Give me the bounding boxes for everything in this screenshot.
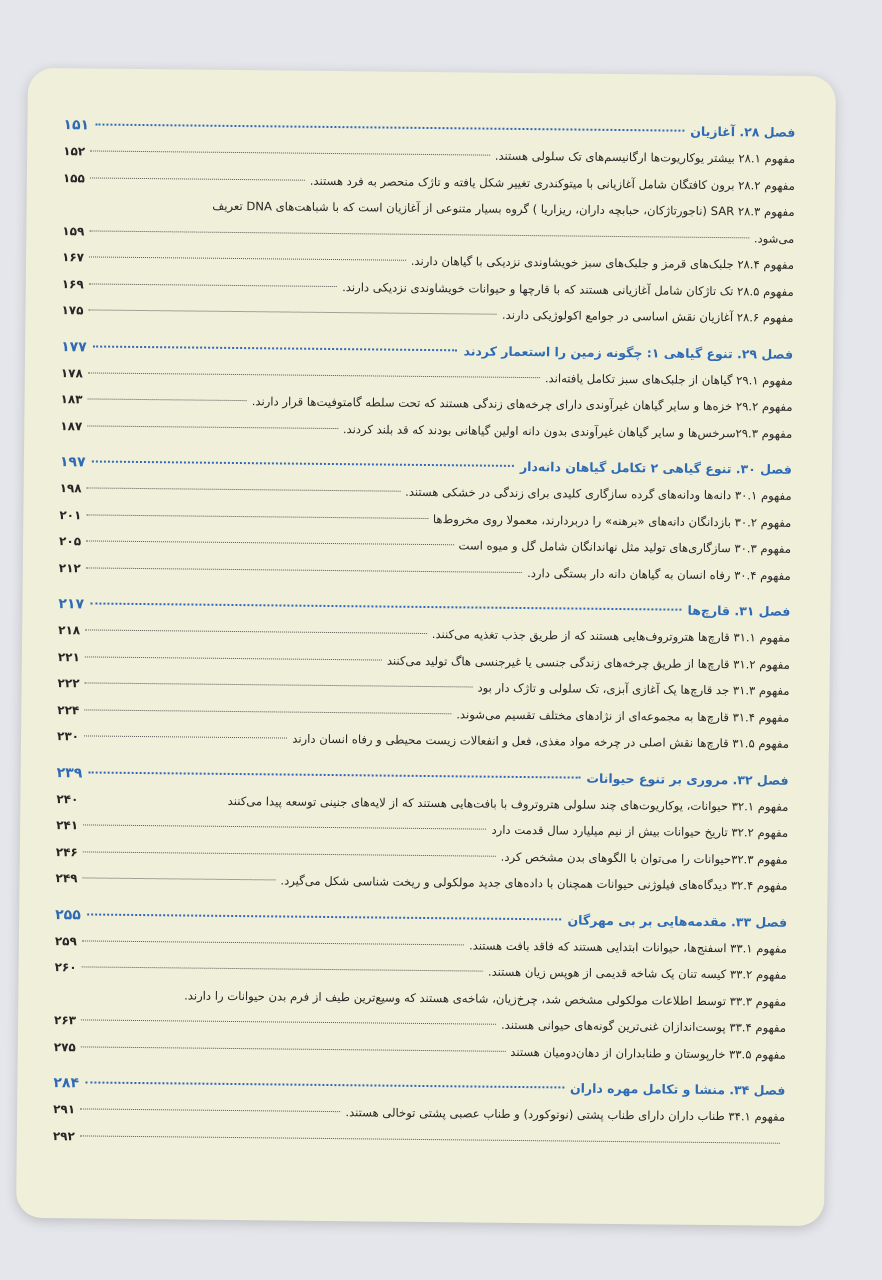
entry-page-number: ۱۵۹	[62, 223, 85, 238]
entry-text: مفهوم ۲۸.۱ بیشتر یوکاریوت‌ها ارگانیسم‌های تک سلولی هستند.	[494, 148, 796, 166]
dot-leader	[84, 709, 451, 714]
entry-text: مفهوم ۲۸.۳ SAR (ناجورتاژکان، حبابچه داران، ریزاریا ) گروه بسیار متنوعی از آغازیان است که با شباهت‌های DNA تعریف	[212, 198, 795, 219]
entry-page-number: ۲۷۵	[53, 1039, 76, 1054]
chapter-title: فصل ۳۰. تنوع گیاهی ۲ تکامل گیاهان دانه‌دار	[519, 458, 792, 477]
entry-page-number: ۱۸۳	[60, 392, 83, 407]
dot-leader	[82, 940, 464, 945]
entry-page-number: ۲۲۱	[57, 649, 80, 664]
dot-leader	[85, 629, 427, 634]
dot-leader	[85, 656, 382, 660]
entry-page-number: ۲۴۱	[56, 818, 79, 833]
entry-text: مفهوم ۲۹.۱ گیاهان از جلبک‌های سبز تکامل یافته‌اند.	[544, 370, 793, 388]
entry-text: مفهوم ۳۰.۱ دانه‌ها ودانه‌های گرده سازگاری کلیدی برای زندگی در خشکی هستند.	[405, 484, 792, 503]
dot-leader	[92, 460, 514, 466]
dot-leader	[83, 851, 496, 856]
dot-leader	[88, 309, 496, 314]
entry-text: مفهوم ۲۸.۲ برون کافتگان شامل آغازیانی با میتوکندری تغییر شکل یافته و تاژک منحصر به فرد هستند.	[309, 173, 795, 193]
dot-leader	[95, 124, 684, 132]
chapter-page-number: ۱۵۱	[63, 117, 90, 134]
chapter-30	[59, 449, 792, 589]
chapter-title: فصل ۳۲. مروری بر تنوع حیوانات	[586, 770, 789, 788]
entry-text: مفهوم ۳۰.۴ رفاه انسان به گیاهان دانه دار بستگی دارد.	[527, 565, 791, 583]
chapter-page-number: ۱۹۷	[59, 454, 86, 471]
dot-leader	[89, 230, 749, 238]
entry-text-continued: می‌شود.	[753, 230, 795, 246]
toc-entry[interactable]	[62, 191, 795, 252]
entry-page-number: ۲۰۱	[59, 507, 82, 522]
chapter-page-number: ۱۷۷	[61, 338, 87, 355]
chapter-page-number: ۲۵۵	[55, 906, 81, 923]
dot-leader	[88, 771, 580, 778]
entry-page-number: ۲۴۹	[55, 871, 78, 886]
dot-leader	[81, 1046, 506, 1051]
chapter-34	[53, 1070, 786, 1157]
dot-leader	[83, 877, 276, 880]
chapter-33	[54, 902, 788, 1068]
dot-leader	[80, 1108, 340, 1112]
entry-page-number: ۲۶۰	[54, 960, 77, 975]
entry-text: مفهوم ۲۹.۳سرخس‌ها و سایر گیاهان غیرآوندی بدون دانه اولین گیاهانی بودند که قد بلند کردند.	[342, 421, 793, 441]
dot-leader	[89, 283, 337, 287]
entry-text: مفهوم ۳۳.۲ کیسه تنان یک شاخه قدیمی از هوپس زیان هستند.	[487, 964, 787, 982]
chapter-title: فصل ۲۸. آغازیان	[690, 123, 796, 140]
entry-text: مفهوم ۳۴.۱ طناب داران دارای طناب پشتی (نوتوکورد) و طناب عصبی پشتی توخالی هستند.	[345, 1105, 786, 1124]
entry-text: مفهوم ۳۱.۲ قارچ‌ها از طریق چرخه‌های زندگی جنسی یا غیرجنسی هاگ تولید می‌کنند	[386, 653, 790, 672]
entry-page-number: ۲۱۸	[58, 623, 81, 638]
entry-text: مفهوم ۳۲.۲ تاریخ حیوانات بیش از نیم میلیارد سال قدمت دارد	[491, 822, 789, 840]
entry-page-number: ۲۶۳	[53, 1013, 77, 1028]
entry-text: مفهوم ۳۳.۱ اسفنج‌ها، حیوانات ابتدایی هستند که فاقد بافت هستند.	[468, 937, 787, 956]
entry-page-number: ۲۹۲	[52, 1128, 75, 1143]
chapter-title: فصل ۳۴. منشا و تکامل مهره داران	[569, 1080, 786, 1098]
entry-page-number: ۱۶۹	[61, 276, 84, 291]
entry-text: مفهوم ۳۱.۱ قارچ‌ها هتروتروف‌هایی هستند که از طریق جذب تغذیه می‌کنند.	[431, 627, 791, 645]
dot-leader	[87, 425, 338, 429]
entry-text: مفهوم ۳۳.۳ توسط اطلاعات مولکولی مشخص شد، چرخ‌زیان، شاخه‌ی هستند که وسیع‌ترین طیف از فرم بدن حیوانات را دارند.	[184, 987, 787, 1009]
entry-text: مفهوم ۳۰.۳ سازگاری‌های تولید مثل نهاندانگان شامل گل و میوه است	[458, 538, 792, 556]
dot-leader	[86, 567, 522, 573]
chapter-28	[61, 112, 795, 331]
dot-leader	[87, 487, 401, 491]
entry-text: مفهوم ۳۳.۴ پوست‌اندازان غنی‌ترین گونه‌های حیوانی هستند.	[500, 1017, 787, 1035]
entry-text: مفهوم ۲۸.۶ آغازیان نقش اساسی در جوامع اکولوژیکی دارند.	[501, 307, 794, 325]
dot-leader	[85, 1081, 564, 1088]
entry-page-number: ۱۹۸	[59, 481, 82, 496]
chapter-page-number: ۲۱۷	[58, 596, 85, 613]
dot-leader	[85, 682, 473, 687]
chapter-title: فصل ۲۹. تنوع گیاهی ۱: چگونه زمین را استعمار کردند	[463, 342, 794, 362]
entry-text: مفهوم ۲۹.۲ خزه‌ها و سایر گیاهان غیرآوندی دارای چرخه‌های زندگی هستند که تحت سلطه گامتوفیت‌ها قرار دارند.	[251, 394, 793, 414]
chapter-page-number: ۲۸۴	[53, 1075, 80, 1092]
entry-page-number: ۱۵۵	[62, 170, 85, 185]
dot-leader	[86, 514, 428, 519]
entry-page-number: ۲۴۰	[56, 791, 79, 806]
dot-leader	[88, 398, 247, 401]
chapter-29	[60, 334, 793, 447]
dot-leader	[84, 735, 287, 738]
entry-page-number: ۱۸۷	[60, 418, 83, 433]
dot-leader	[82, 966, 483, 971]
chapter-32	[55, 760, 788, 900]
dot-leader	[83, 824, 486, 829]
dot-leader	[90, 150, 490, 155]
dot-leader	[87, 913, 562, 920]
entry-page-number: ۱۷۵	[61, 303, 84, 318]
entry-page-number: ۲۰۵	[59, 534, 82, 549]
dot-leader	[81, 1019, 496, 1024]
dot-leader	[86, 540, 454, 545]
entry-text: مفهوم ۳۱.۴ قارچ‌ها به مجموعه‌ای از نژادهای مختلف تقسیم می‌شوند.	[456, 706, 790, 725]
entry-text: مفهوم ۲۸.۴ جلبک‌های قرمز و جلبک‌های سبز خویشاوندی نزدیکی با گیاهان دارند.	[410, 253, 795, 272]
entry-text: مفهوم ۳۲.۱ حیوانات، یوکاریوت‌های چند سلولی هتروتروف با بافت‌هایی هستند که از لایه‌های جنینی توسعه پیدا می‌کنند	[227, 793, 789, 814]
dot-leader	[88, 372, 540, 378]
entry-page-number: ۲۲۲	[57, 676, 80, 691]
dot-leader	[90, 177, 305, 180]
chapter-31	[57, 591, 791, 757]
entry-page-number: ۱۷۸	[60, 365, 83, 380]
entry-text: مفهوم ۳۱.۳ جد قارچ‌ها یک آغازی آبزی، تک سلولی و تاژک دار بود	[477, 680, 790, 698]
entry-page-number: ۲۵۹	[54, 933, 77, 948]
entry-text: مفهوم ۳۱.۵ قارچ‌ها نقش اصلی در چرخه مواد مغذی، فعل و انفعالات زیست محیطی و رفاه انسان دارند	[292, 731, 790, 751]
dot-leader	[80, 1135, 780, 1143]
dot-leader	[83, 798, 222, 800]
dot-leader	[93, 345, 458, 351]
dot-leader	[90, 602, 682, 610]
entry-page-number: ۱۵۲	[63, 144, 86, 159]
entry-text: مفهوم ۲۸.۵ تک تاژکان شامل آغازیانی هستند که با قارچها و حیوانات خویشاوندی نزدیکی دارند.	[342, 279, 794, 299]
table-of-contents	[53, 112, 796, 1167]
entry-page-number: ۲۹۱	[53, 1102, 76, 1117]
entry-page-number: ۲۲۴	[57, 702, 80, 717]
entry-page-number: ۲۴۶	[55, 844, 78, 859]
entry-text: مفهوم ۳۲.۴ دیدگاه‌های فیلوژنی حیوانات همچنان با داده‌های جدید مولکولی و ریخت شناسی شکل می‌گیرد.	[280, 873, 788, 893]
chapter-title: فصل ۳۳. مقدمه‌هایی بر بی مهرگان	[567, 911, 788, 930]
entry-page-number: ۲۱۲	[58, 560, 81, 575]
book-page	[16, 68, 836, 1226]
chapter-title: فصل ۳۱. قارچ‌ها	[687, 602, 791, 619]
entry-text: مفهوم ۳۲.۳حیوانات را می‌توان با الگوهای بدن مشخص کرد.	[500, 849, 788, 867]
entry-page-number: ۲۳۰	[56, 729, 80, 744]
dot-leader	[89, 256, 406, 260]
entry-text: مفهوم ۳۰.۲ بازدانگان دانه‌های «برهنه» را دربردارند، معمولا روی مخروط‌ها	[432, 511, 792, 530]
entry-text: مفهوم ۳۳.۵ خارپوستان و طنابداران از دهان‌دومیان هستند	[510, 1044, 786, 1062]
entry-page-number: ۱۶۷	[61, 250, 85, 265]
chapter-page-number: ۲۳۹	[56, 764, 83, 781]
